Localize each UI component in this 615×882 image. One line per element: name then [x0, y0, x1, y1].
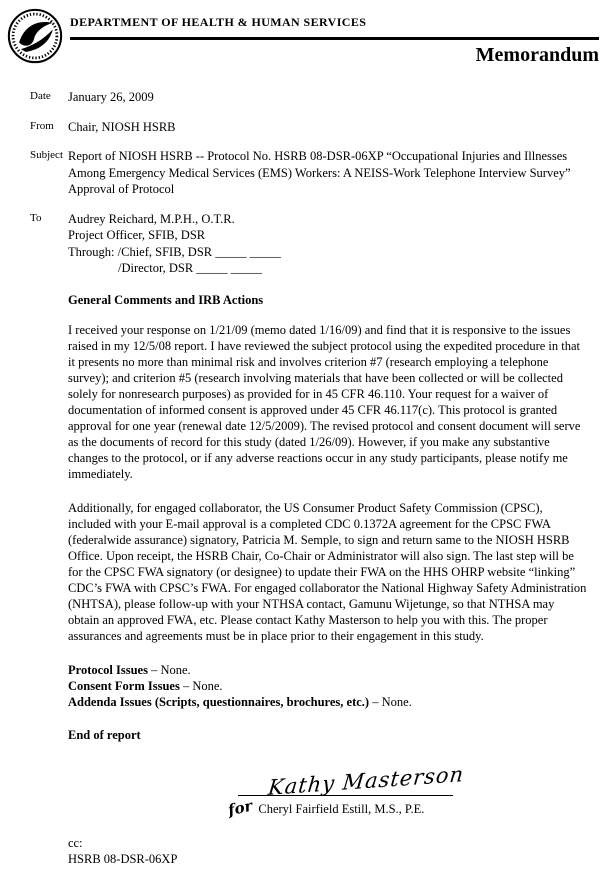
to-through-chief: Through: /Chief, SFIB, DSR _____ _____ [68, 244, 281, 259]
section-heading: General Comments and IRB Actions [68, 292, 264, 307]
cc-block [68, 835, 615, 869]
to-value [68, 211, 615, 277]
signature-block [226, 761, 498, 819]
meta-fields [0, 89, 615, 277]
protocol-issues-line [68, 662, 587, 678]
to-row [0, 211, 615, 277]
signed-for-mark: for [226, 796, 254, 819]
masthead-right [70, 6, 615, 67]
to-recipient-title: Project Officer, SFIB, DSR [68, 228, 206, 242]
addenda-issues-value: – None. [369, 694, 412, 709]
date-label: Date [30, 90, 51, 102]
signer-name: Cheryl Fairfield Estill, M.S., P.E. [258, 801, 425, 816]
to-through-director: /Director, DSR _____ _____ [118, 261, 262, 275]
masthead [0, 6, 615, 67]
to-recipient-name: Audrey Reichard, M.P.H., O.T.R. [68, 211, 235, 226]
protocol-issues-value: – None. [147, 662, 191, 677]
consent-form-issues-value: – None. [179, 678, 223, 693]
hhs-seal-logo [0, 6, 70, 64]
from-row [0, 119, 615, 136]
handwritten-signature: Kathy Masterson [266, 761, 466, 800]
paragraph-2: Additionally, for engaged collaborator, the US Consumer Product Safety Commission (CPSC), included with your E-mail approval is a completed CDC 0.1372A agreement for the CPSC FWA (federalwide assurance) signatory, Patricia M. Semple, to sign and return same to the NIOSH HSRB Office. Upon receipt, the HSRB Chair, Co-Chair or Administrator will also sign. The last step will be for the CPSC FWA signatory (or designee) to update their FWA on the HHS OHRP website “linking” CDC’s FWA with CPSC’s FWA. For engaged collaborator the National Highway Safety Administration (NHTSA), please follow-up with your NTHSA contact, Gamunu Wijetunge, so that NTHSA may obtain an approved FWA, etc. Please contact Kathy Masterson to help you with this. The proper assurances and agreements must be in place prior to their engagement in this study. [68, 500, 587, 643]
cc-protocol-number: HSRB 08-DSR-06XP [68, 852, 178, 867]
end-of-report: End of report [68, 727, 141, 742]
from-label: From [30, 119, 54, 132]
memo-body [68, 293, 587, 743]
subject-value: Report of NIOSH HSRB -- Protocol No. HSRB 08-DSR-06XP “Occupational Injuries and Illnesses Among Emergency Medical Services (EMS) Workers: A NEISS-Work Telephone Interview Survey” Approval of Protocol [68, 149, 571, 196]
date-value: January 26, 2009 [68, 90, 154, 104]
hhs-seal-icon [7, 8, 63, 64]
from-value: Chair, NIOSH HSRB [68, 119, 176, 134]
consent-form-issues-line [68, 678, 587, 694]
to-label: To [30, 211, 42, 224]
date-row [0, 89, 615, 106]
header-rule [70, 37, 599, 40]
subject-label: Subject [30, 149, 63, 161]
signer-typed-line [226, 796, 498, 819]
subject-row [0, 148, 615, 198]
department-title: DEPARTMENT OF HEALTH & HUMAN SERVICES [70, 15, 367, 29]
cc-label: cc: [68, 835, 83, 850]
protocol-issues-label: Protocol Issues [68, 662, 148, 677]
paragraph-1: I received your response on 1/21/09 (memo dated 1/16/09) and find that it is responsive to the issues raised in my 12/5/08 report. I have reviewed the subject protocol using the expedited procedure in that it presents no more than minimal risk and involves criterion #7 (research employing a telephone survey); and criterion #5 (research involving materials that have been collected or will be collected solely for nonresearch purposes) as provided for in 45 CFR 46.110. Your request for a waiver of documentation of informed consent is approved under 45 CFR 46.117(c). This protocol is granted approval for one year (renewal date 12/5/2009). The revised protocol and consent document will serve as the documents of record for this study (dated 1/26/09). However, if you make any substantive changes to the protocol, or if any adverse reactions occur in any study participants, please notify me immediately. [68, 322, 581, 481]
addenda-issues-line [68, 694, 587, 710]
memorandum-title: Memorandum [475, 44, 599, 66]
consent-form-issues-label: Consent Form Issues [68, 678, 180, 693]
addenda-issues-label: Addenda Issues (Scripts, questionnaires, brochures, etc.) [68, 694, 370, 709]
